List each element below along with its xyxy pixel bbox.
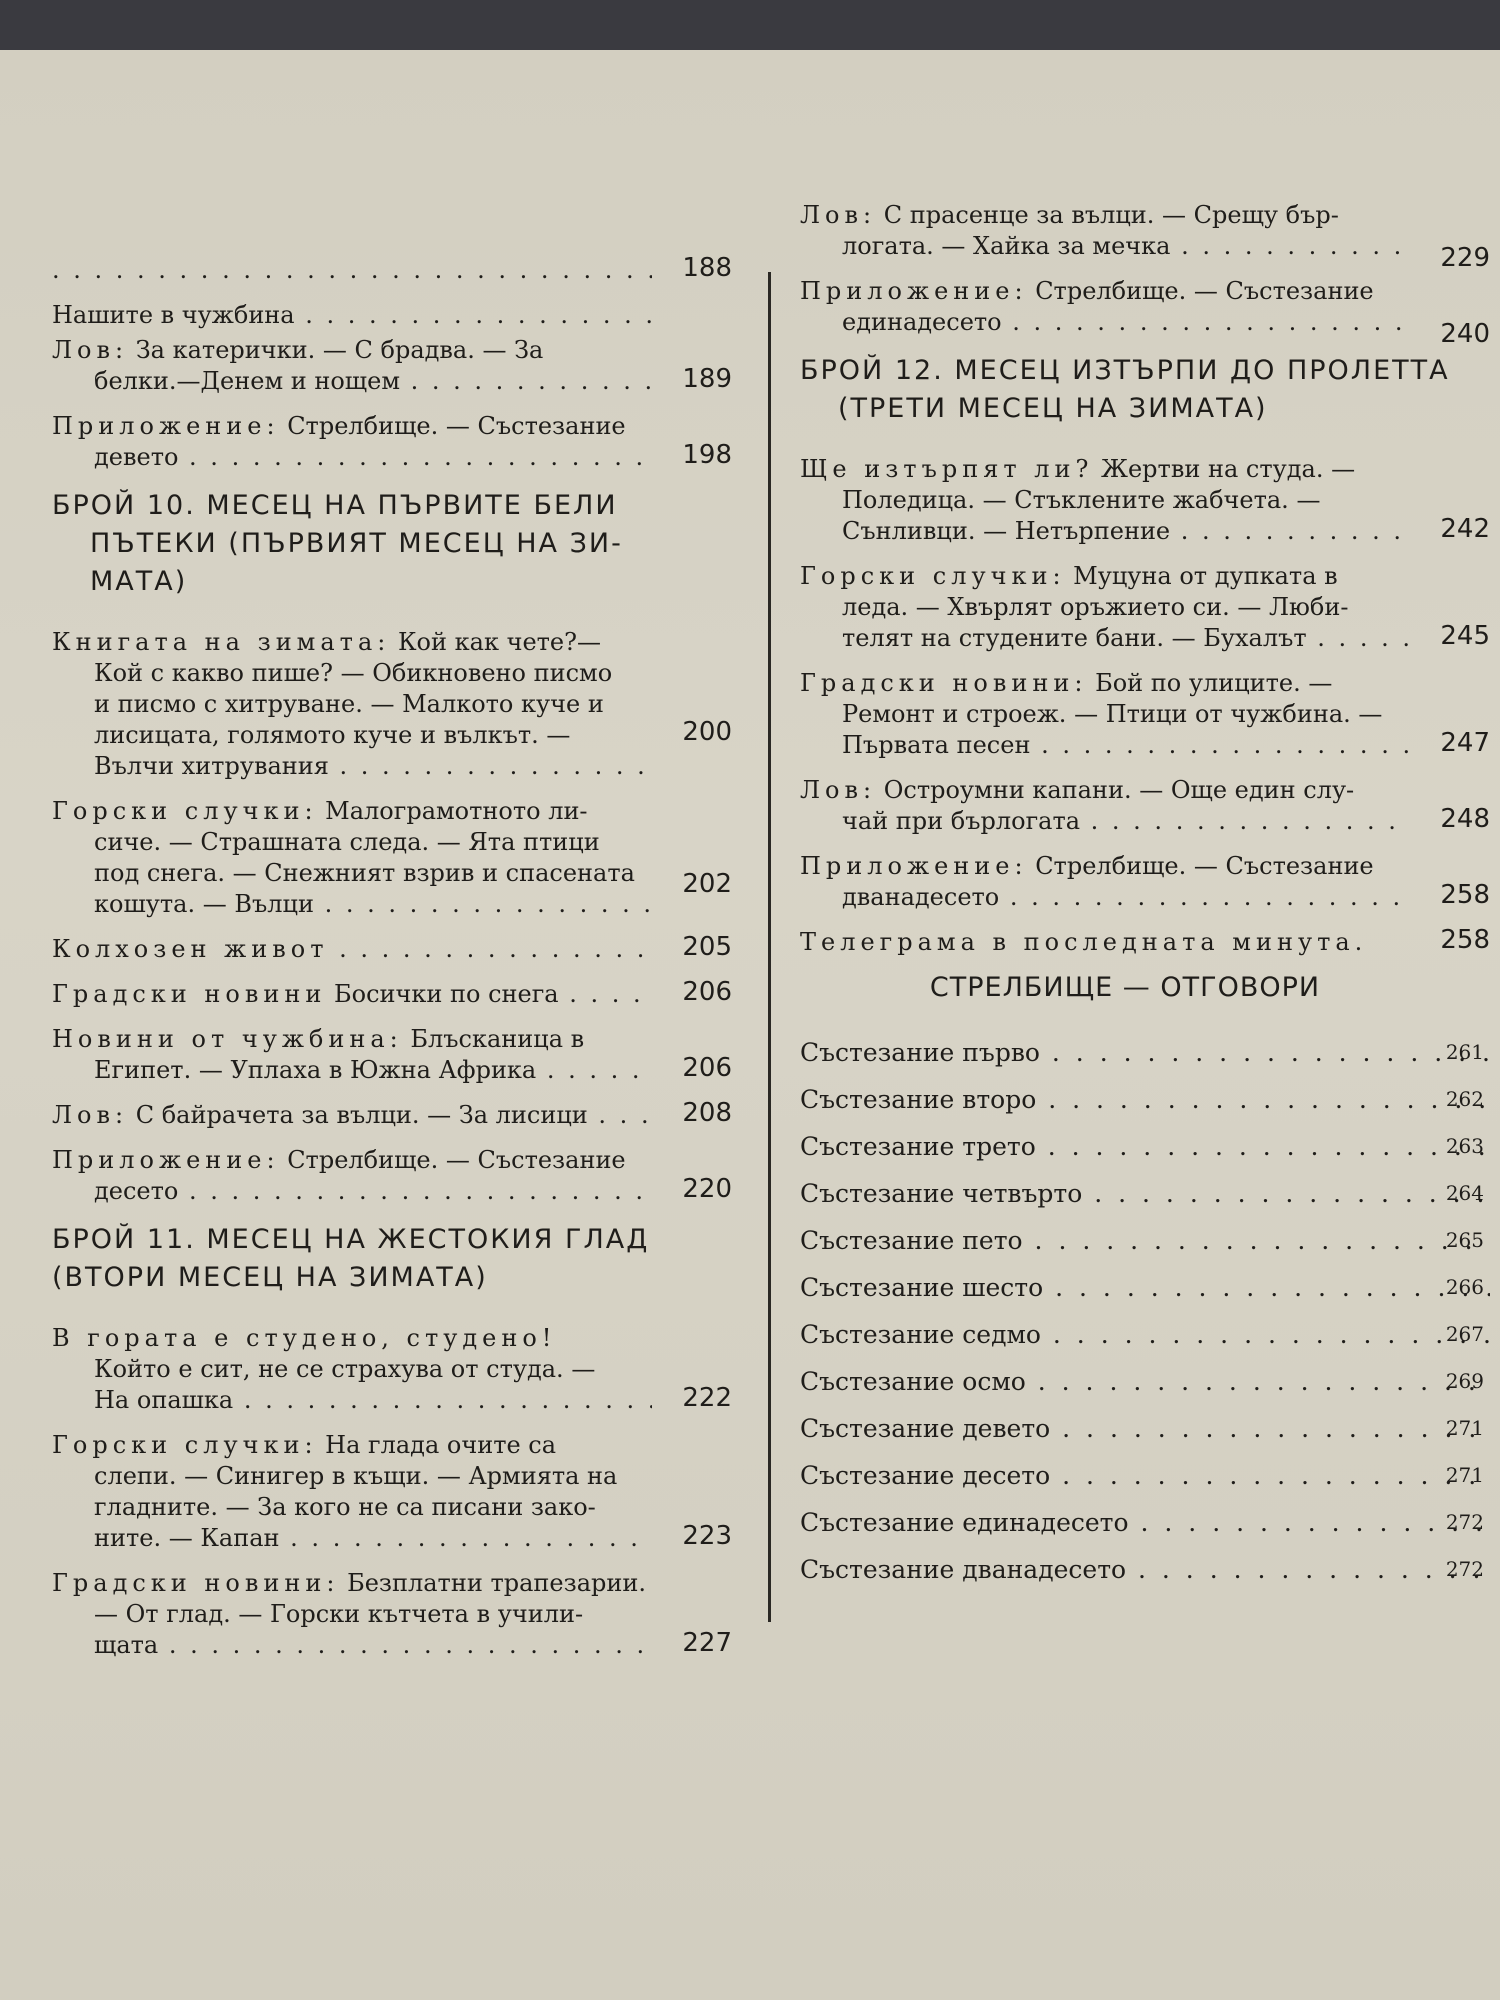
left-column (52, 255, 732, 1675)
page-number: 266 (1445, 1275, 1484, 1299)
entry-text: Муцуна от дупката в (1073, 562, 1338, 590)
answer-text: Състезание седмо . . . (800, 1320, 1490, 1349)
entry-text: Който е сит, не се страхува от студа. — (94, 1355, 596, 1383)
page-number: 200 (682, 717, 732, 747)
toc-entry (52, 796, 732, 920)
entry-text: Бой по улиците. — (1095, 669, 1333, 697)
entry-text: и писмо с хитруване. — Малкото куче и (94, 690, 604, 718)
entry-text: десето . . . (52, 1176, 652, 1207)
entry-text: С байрачета за вълци. — За лисици (135, 1101, 588, 1129)
entry-text: Кой с какво пише? — Обикновено писмо (94, 659, 613, 687)
entry-text: девето . . . (52, 442, 652, 473)
answer-text: Състезание осмо . . . (800, 1367, 1490, 1396)
page-number: 242 (1440, 514, 1490, 544)
page-number: 245 (1440, 621, 1490, 651)
page-number: 188 (682, 253, 732, 283)
entry-text: белки.—Денем и нощем . . . (52, 366, 652, 397)
entry-text (52, 255, 652, 286)
toc-entry (800, 851, 1490, 913)
entry-text: под снега. — Снежният взрив и спасената (94, 859, 635, 887)
entry-text: лисицата, голямото куче и вълкът. — (94, 721, 571, 749)
answer-text: Състезание шесто . . . (800, 1273, 1490, 1302)
answer-row (800, 1217, 1490, 1264)
page-number: 248 (1440, 804, 1490, 834)
page-number: 262 (1445, 1087, 1484, 1111)
entry-text: ните. — Капан . . . (52, 1523, 652, 1554)
entry-label: Книгата на зимата: (52, 628, 391, 656)
entry-label: Горски случки: (800, 562, 1066, 590)
page-number: 220 (682, 1174, 732, 1204)
toc-entry (52, 411, 732, 473)
heading-line: МАТА) (90, 566, 188, 597)
toc-entry (52, 1100, 732, 1131)
heading-line: (ВТОРИ МЕСЕЦ НА ЗИМАТА) (52, 1262, 488, 1293)
entry-text: чай при бърлогата . . . (800, 806, 1410, 837)
answer-row (800, 1499, 1490, 1546)
answer-row (800, 1029, 1490, 1076)
entry-label: Приложение: (52, 1146, 280, 1174)
page-number: 263 (1445, 1134, 1484, 1158)
entry-text: Сънливци. — Нетърпение . . . (800, 516, 1410, 547)
entry-text: Стрелбище. — Състезание (287, 1146, 626, 1174)
entry-label: Ще изтърпят ли? (800, 455, 1094, 483)
page-number: 258 (1440, 925, 1490, 955)
issue-10-heading (52, 487, 732, 601)
entry-text: единадесето . . . (800, 307, 1410, 338)
toc-entry (52, 627, 732, 782)
toc-entry (800, 668, 1490, 761)
entry-text: — От глад. — Горски кътчета в учили- (94, 1600, 584, 1628)
toc-entry (800, 200, 1490, 273)
toc-entry (52, 335, 732, 397)
entry-text: Вълчи хитрувания . . . (52, 751, 652, 782)
issue-11-heading (52, 1221, 732, 1297)
answer-text: Състезание девето . . . (800, 1414, 1490, 1443)
entry-label: Горски случки: (52, 797, 318, 825)
entry-text: телят на студените бани. — Бухалът . . . (800, 623, 1410, 654)
entry-label: Лов: (800, 776, 877, 804)
toc-entry (800, 927, 1490, 958)
entry-text: Египет. — Уплаха в Южна Африка . . . (52, 1055, 652, 1086)
answers-list (800, 1029, 1490, 1593)
entry-text: сиче. — Страшната следа. — Ята птици (94, 828, 600, 856)
answer-text: Състезание трето . . . (800, 1132, 1490, 1161)
entry-text: Стрелбище. — Състезание (1035, 852, 1374, 880)
entry-label: Приложение: (800, 277, 1028, 305)
page-number: 258 (1440, 880, 1490, 910)
entry-text: Безплатни трапезарии. (347, 1569, 646, 1597)
answer-row (800, 1170, 1490, 1217)
top-dark-edge (0, 0, 1500, 50)
book-page (0, 50, 1500, 2000)
toc-entry (52, 979, 732, 1010)
heading-line: (ТРЕТИ МЕСЕЦ НА ЗИМАТА) (838, 393, 1268, 424)
answer-row (800, 1311, 1490, 1358)
page-number: 267 (1445, 1322, 1484, 1346)
entry-label: Колхозен живот (52, 935, 329, 963)
toc-entry (800, 561, 1490, 654)
entry-text: Жертви на студа. — (1101, 455, 1356, 483)
page-number: 272 (1445, 1557, 1484, 1581)
heading-line: БРОЙ 11. МЕСЕЦ НА ЖЕСТОКИЯ ГЛАД (52, 1224, 650, 1255)
answer-row (800, 1405, 1490, 1452)
entry-text: Кой как чете?— (397, 628, 601, 656)
entry-label: Градски новини: (52, 1569, 340, 1597)
toc-entry (800, 276, 1490, 349)
entry-label: Новини от чужбина: (52, 1025, 403, 1053)
entry-text: Нашите в чужбина . . . (52, 300, 652, 331)
right-column (800, 200, 1490, 1593)
toc-entry (52, 1430, 732, 1554)
entry-text: слепи. — Синигер в къщи. — Армията на (94, 1462, 618, 1490)
entry-text: кошута. — Вълци . . . (52, 889, 652, 920)
answer-text: Състезание четвърто . . . (800, 1179, 1490, 1208)
entry-label: Лов: (52, 1101, 129, 1129)
entry-text: гладните. — За кого не са писани зако- (94, 1493, 596, 1521)
page-number: 240 (1440, 319, 1490, 349)
answer-text: Състезание първо . . . (800, 1038, 1490, 1067)
answer-row (800, 1264, 1490, 1311)
answer-row (800, 1123, 1490, 1170)
entry-text: С прасенце за вълци. — Срещу бър- (883, 201, 1339, 229)
heading-line: БРОЙ 10. МЕСЕЦ НА ПЪРВИТЕ БЕЛИ (52, 490, 618, 521)
entry-label: Горски случки: (52, 1431, 318, 1459)
page-number: 272 (1445, 1510, 1484, 1534)
entry-label: В гората е студено, студено! (52, 1324, 557, 1352)
entry-text: Малограмотното ли- (325, 797, 588, 825)
entry-text: логата. — Хайка за мечка . . . (800, 231, 1410, 262)
answer-row (800, 1546, 1490, 1593)
page-number: 264 (1445, 1181, 1484, 1205)
answer-text: Състезание десето . . . (800, 1461, 1490, 1490)
toc-entry (52, 1024, 732, 1086)
page-number: 206 (682, 1053, 732, 1083)
entry-text: На опашка . . . (52, 1385, 652, 1416)
entry-label: Лов: (52, 336, 129, 364)
page-number: 208 (682, 1098, 732, 1128)
toc-entry (52, 1568, 732, 1661)
page-number: 198 (682, 440, 732, 470)
page-number: 271 (1445, 1463, 1484, 1487)
entry-label: Телеграма в последната минута. (800, 928, 1368, 956)
entry-text: Първата песен . . . (800, 730, 1410, 761)
toc-entry (52, 934, 732, 965)
entry-text: Остроумни капани. — Още един слу- (883, 776, 1355, 804)
page-number: 229 (1440, 243, 1490, 273)
entry-text: На глада очите са (325, 1431, 557, 1459)
column-divider (768, 272, 771, 1622)
page-number: 265 (1445, 1228, 1484, 1252)
entry-text: Блъсканица в (410, 1025, 585, 1053)
entry-text: дванадесето . . . (800, 882, 1410, 913)
page-number: 189 (682, 364, 732, 394)
page-number: 269 (1445, 1369, 1484, 1393)
entry-text: Стрелбище. — Състезание (1035, 277, 1374, 305)
toc-entry (52, 300, 732, 331)
entry-text: Поледица. — Стъклените жабчета. — (842, 486, 1321, 514)
entry-text: леда. — Хвърлят оръжието си. — Люби- (842, 593, 1349, 621)
toc-entry (52, 1145, 732, 1207)
answer-text: Състезание пето . . . (800, 1226, 1490, 1255)
answer-row (800, 1452, 1490, 1499)
entry-label: Градски новини: (800, 669, 1088, 697)
page-number: 261 (1445, 1040, 1484, 1064)
entry-text: За катерички. — С брадва. — За (135, 336, 544, 364)
entry-text: Стрелбище. — Състезание (287, 412, 626, 440)
answer-text: Състезание единадесето . . . (800, 1508, 1490, 1537)
page-number: 227 (682, 1628, 732, 1658)
answer-text: Състезание второ . . . (800, 1085, 1490, 1114)
toc-entry (52, 1323, 732, 1416)
page-number: 223 (682, 1521, 732, 1551)
entry-text: щата . . . (52, 1630, 652, 1661)
entry-label: Градски новини (52, 980, 327, 1008)
answer-text: Състезание дванадесето . . . (800, 1555, 1490, 1584)
page-number: 202 (682, 869, 732, 899)
answer-row (800, 1076, 1490, 1123)
toc-entry (52, 255, 732, 286)
issue-12-heading (800, 352, 1490, 428)
page-number: 222 (682, 1383, 732, 1413)
page-number: 247 (1440, 728, 1490, 758)
answer-row (800, 1358, 1490, 1405)
answers-heading: СТРЕЛБИЩЕ — ОТГОВОРИ (929, 972, 1321, 1003)
heading-line: ПЪТЕКИ (ПЪРВИЯТ МЕСЕЦ НА ЗИ- (90, 528, 623, 559)
page-number: 271 (1445, 1416, 1484, 1440)
toc-entry (800, 775, 1490, 837)
entry-text: Босички по снега (334, 980, 559, 1008)
page-number: 206 (682, 977, 732, 1007)
heading-line: БРОЙ 12. МЕСЕЦ ИЗТЪРПИ ДО ПРОЛЕТТА (800, 355, 1450, 386)
entry-text: Ремонт и строеж. — Птици от чужбина. — (842, 700, 1383, 728)
page-number: 205 (682, 932, 732, 962)
toc-entry (800, 454, 1490, 547)
entry-label: Лов: (800, 201, 877, 229)
entry-label: Приложение: (800, 852, 1028, 880)
entry-label: Приложение: (52, 412, 280, 440)
